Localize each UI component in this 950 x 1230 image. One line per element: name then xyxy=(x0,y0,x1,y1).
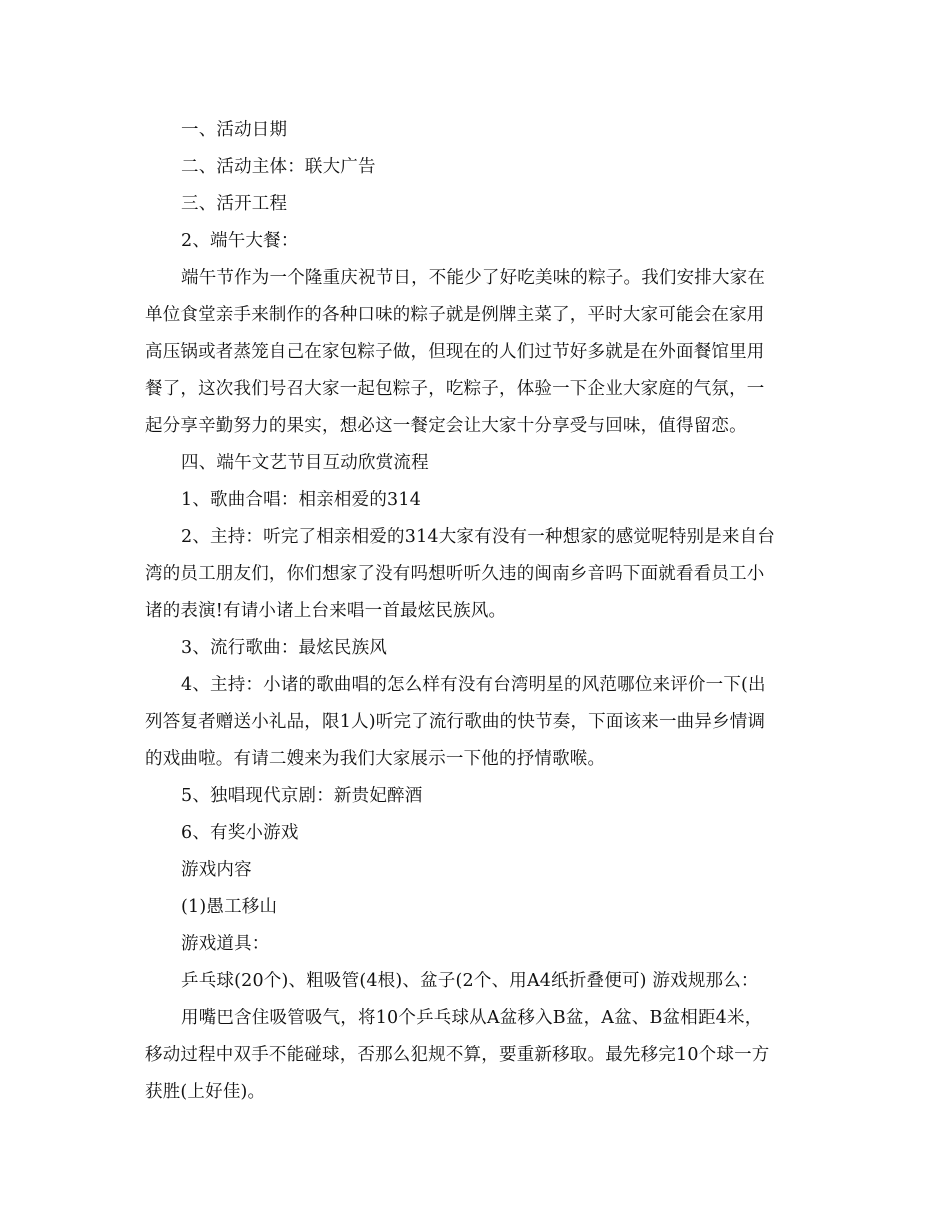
document-line: 单位食堂亲手来制作的各种口味的粽子就是例牌主菜了，平时大家可能会在家用 xyxy=(145,305,765,325)
document-line: 游戏道具： xyxy=(181,934,270,954)
document-line: (1)愚工移山 xyxy=(181,897,278,917)
document-line: 餐了，这次我们号召大家一起包粽子，吃粽子，体验一下企业大家庭的气氛，一 xyxy=(145,379,765,399)
document-line: 获胜(上好佳)。 xyxy=(145,1082,266,1102)
document-line: 3、流行歌曲：最炫民族风 xyxy=(181,638,388,658)
document-line: 三、活开工程 xyxy=(181,194,288,214)
document-line: 用嘴巴含住吸管吸气，将10个乒乓球从A盆移入B盆，A盆、B盆相距4米， xyxy=(181,1008,763,1028)
document-line: 2、端午大餐： xyxy=(181,231,299,251)
document-line: 1、歌曲合唱：相亲相爱的314 xyxy=(181,490,422,510)
document-line: 乒乓球(20个)、粗吸管(4根)、盆子(2个、用A4纸折叠便可) 游戏规那么： xyxy=(181,971,759,991)
document-line: 一、活动日期 xyxy=(181,120,288,140)
document-line: 端午节作为一个隆重庆祝节日，不能少了好吃美味的粽子。我们安排大家在 xyxy=(181,268,766,288)
document-line: 2、主持：听完了相亲相爱的314大家有没有一种想家的感觉呢特别是来自台 xyxy=(181,527,776,547)
document-line: 二、活动主体：联大广告 xyxy=(181,157,376,177)
document-line: 6、有奖小游戏 xyxy=(181,823,299,843)
document-line: 列答复者赠送小礼品，限1人)听完了流行歌曲的快节奏，下面该来一曲异乡情调 xyxy=(145,712,766,732)
document-line: 高压锅或者蒸笼自己在家包粽子做，但现在的人们过节好多就是在外面餐馆里用 xyxy=(145,342,765,362)
document-line: 诸的表演!有请小诸上台来唱一首最炫民族风。 xyxy=(145,601,507,621)
document-line: 游戏内容 xyxy=(181,860,252,880)
document-line: 4、主持：小诸的歌曲唱的怎么样有没有台湾明星的风范哪位来评价一下(出 xyxy=(181,675,766,695)
document-line: 四、端午文艺节目互动欣赏流程 xyxy=(181,453,429,473)
document-line: 5、独唱现代京剧：新贵妃醉酒 xyxy=(181,786,423,806)
document-line: 湾的员工朋友们，你们想家了没有吗想听听久违的闽南乡音吗下面就看看员工小 xyxy=(145,564,765,584)
document-body xyxy=(145,112,805,1111)
document-line: 起分享辛勤努力的果实，想必这一餐定会让大家十分享受与回味，值得留恋。 xyxy=(145,416,747,436)
document-line: 的戏曲啦。有请二嫂来为我们大家展示一下他的抒情歌喉。 xyxy=(145,749,606,769)
document-line: 移动过程中双手不能碰球，否那么犯规不算，要重新移取。最先移完10个球一方 xyxy=(145,1045,770,1065)
